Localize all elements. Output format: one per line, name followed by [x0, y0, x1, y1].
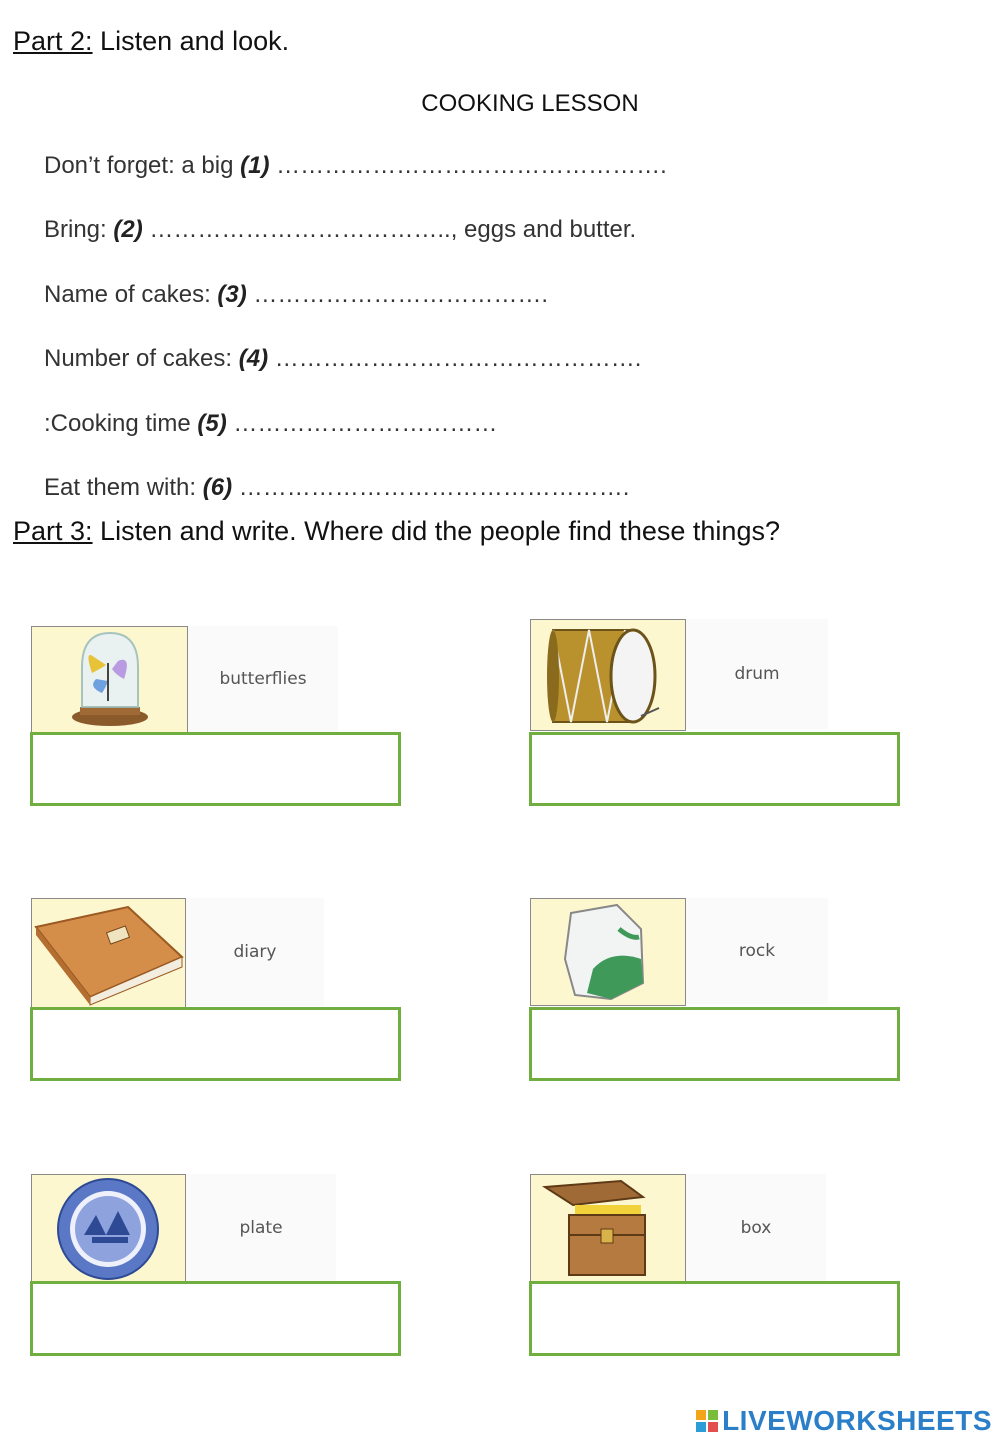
question-label: :Cooking time	[44, 410, 198, 437]
question-label: Don’t forget: a big	[44, 152, 241, 179]
answer-blank[interactable]: ……………………………	[226, 410, 498, 437]
question-label: Number of cakes:	[44, 345, 239, 372]
question-1	[44, 152, 667, 180]
answer-box-box[interactable]	[529, 1281, 900, 1356]
lesson-title: COOKING LESSON	[421, 90, 639, 117]
part3-heading	[13, 516, 780, 547]
question-number: (3)	[217, 281, 247, 308]
question-label: Eat them with:	[44, 474, 203, 501]
part2-text: Listen and look.	[92, 26, 290, 56]
item-label-rock: rock	[686, 898, 828, 1004]
answer-blank[interactable]: ……………………………….	[246, 281, 549, 308]
item-label-butterflies: butterflies	[188, 626, 338, 732]
question-number: (5)	[197, 410, 227, 437]
answer-box-drum[interactable]	[529, 732, 900, 806]
answer-blank[interactable]: ………………………………………….	[269, 152, 667, 179]
answer-blank[interactable]: ……………………………………….	[268, 345, 642, 372]
part3-prefix: Part 3:	[13, 516, 93, 546]
diary-icon	[31, 898, 186, 1008]
drum-icon	[530, 619, 686, 731]
question-number: (6)	[202, 474, 233, 501]
answer-box-rock[interactable]	[529, 1007, 900, 1081]
question-4	[44, 345, 641, 373]
answer-box-butterflies[interactable]	[30, 732, 401, 806]
item-label-plate: plate	[186, 1174, 336, 1282]
question-5	[44, 410, 497, 438]
part2-heading	[13, 26, 289, 57]
part2-prefix: Part 2:	[13, 26, 93, 56]
question-number: (4)	[238, 345, 269, 372]
item-label-drum: drum	[686, 619, 828, 729]
answer-box-diary[interactable]	[30, 1007, 401, 1081]
answer-box-plate[interactable]	[30, 1281, 401, 1356]
question-after-text: eggs and butter.	[457, 216, 637, 243]
question-label: Name of cakes:	[44, 281, 218, 308]
question-number: (1)	[240, 152, 270, 179]
logo-grid-icon	[696, 1410, 718, 1432]
box-icon	[530, 1174, 686, 1284]
butterflies-icon	[31, 626, 188, 734]
question-3	[44, 281, 548, 309]
answer-blank[interactable]: ………………………………..,	[142, 216, 458, 243]
item-label-diary: diary	[186, 898, 324, 1006]
rock-icon	[530, 898, 686, 1006]
answer-blank[interactable]: ………………………………………….	[232, 474, 630, 501]
question-label: Bring:	[44, 216, 114, 243]
question-2	[44, 216, 636, 244]
part3-text: Listen and write. Where did the people find these things?	[92, 516, 780, 546]
liveworksheets-logo	[696, 1405, 992, 1437]
question-6	[44, 474, 629, 502]
question-number: (2)	[113, 216, 143, 243]
item-label-box: box	[686, 1174, 826, 1282]
logo-text: LIVEWORKSHEETS	[722, 1405, 992, 1436]
plate-icon	[31, 1174, 186, 1284]
